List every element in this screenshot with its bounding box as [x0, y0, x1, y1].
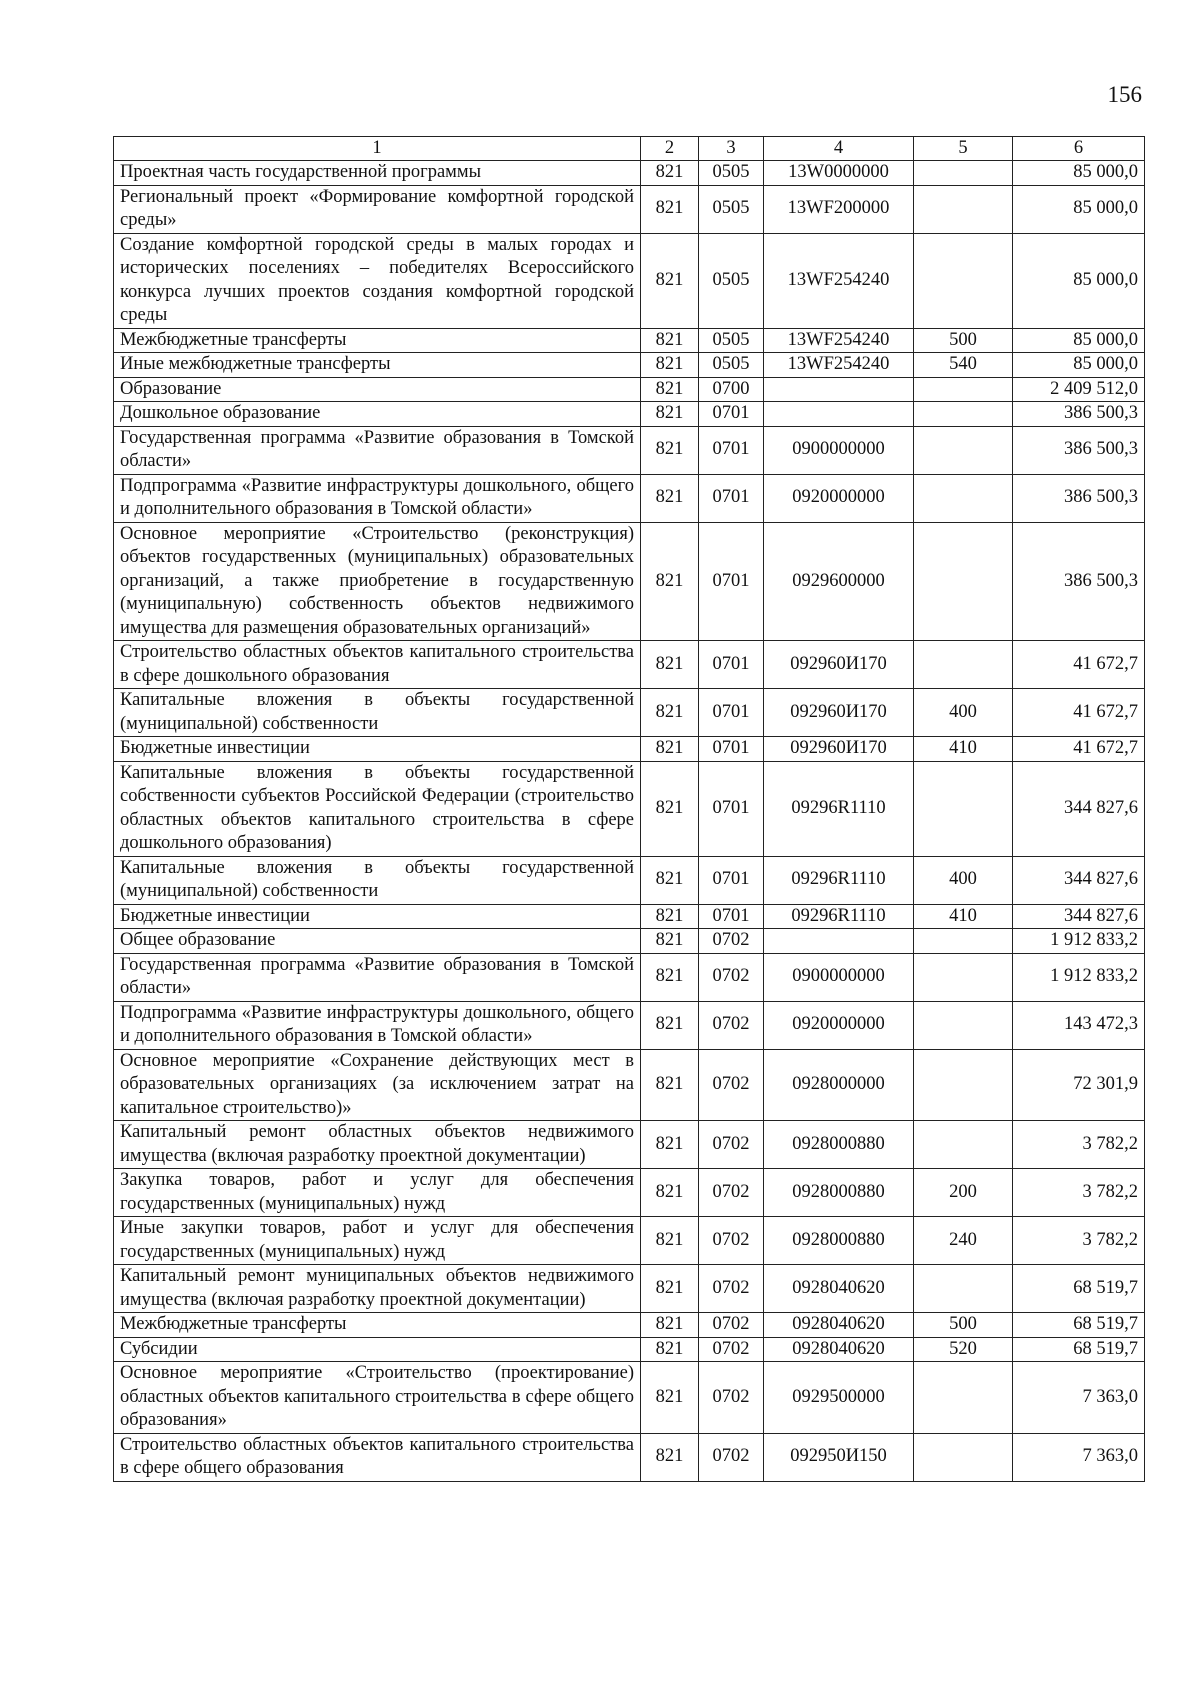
row-amount: 41 672,7 — [1013, 689, 1145, 737]
row-amount: 68 519,7 — [1013, 1313, 1145, 1338]
row-name-cell: Бюджетные инвестиции — [114, 904, 641, 929]
table-row — [114, 1169, 1145, 1217]
row-admin-code: 821 — [641, 1121, 699, 1169]
row-expense-type — [914, 641, 1013, 689]
row-amount: 386 500,3 — [1013, 474, 1145, 522]
row-admin-code: 821 — [641, 1049, 699, 1121]
table-row — [114, 328, 1145, 353]
row-admin-code: 821 — [641, 761, 699, 856]
page-number: 156 — [1107, 82, 1142, 107]
row-section-code: 0505 — [699, 185, 764, 233]
row-section-code: 0701 — [699, 689, 764, 737]
row-name-cell: Основное мероприятие «Строительство (проектирование) областных объектов капитального строительства в сфере общего образования» — [114, 1362, 641, 1434]
row-target-article: 0928040620 — [764, 1313, 914, 1338]
row-section-code: 0702 — [699, 953, 764, 1001]
row-name-cell: Государственная программа «Развитие образования в Томской области» — [114, 953, 641, 1001]
header-col-expense-type: 5 — [914, 137, 1013, 161]
row-amount: 3 782,2 — [1013, 1121, 1145, 1169]
row-admin-code: 821 — [641, 474, 699, 522]
row-admin-code: 821 — [641, 426, 699, 474]
row-admin-code: 821 — [641, 233, 699, 328]
row-name-cell: Межбюджетные трансферты — [114, 328, 641, 353]
row-name-cell: Создание комфортной городской среды в малых городах и исторических поселениях – победителях Всероссийского конкурса лучших проектов создания комфортной городской среды — [114, 233, 641, 328]
row-target-article: 0928000880 — [764, 1169, 914, 1217]
row-expense-type: 400 — [914, 856, 1013, 904]
row-expense-type — [914, 185, 1013, 233]
row-expense-type — [914, 233, 1013, 328]
table-row — [114, 1049, 1145, 1121]
row-name-cell: Основное мероприятие «Сохранение действующих мест в образовательных организациях (за исключением затрат на капитальное строительство)» — [114, 1049, 641, 1121]
table-row — [114, 353, 1145, 378]
row-amount: 344 827,6 — [1013, 761, 1145, 856]
row-expense-type — [914, 1362, 1013, 1434]
row-name-cell: Капитальные вложения в объекты государственной (муниципальной) собственности — [114, 856, 641, 904]
row-target-article: 09296R1110 — [764, 856, 914, 904]
row-section-code: 0505 — [699, 353, 764, 378]
row-name-cell: Субсидии — [114, 1337, 641, 1362]
row-expense-type — [914, 161, 1013, 186]
row-target-article: 09296R1110 — [764, 904, 914, 929]
row-target-article: 0929500000 — [764, 1362, 914, 1434]
row-section-code: 0701 — [699, 856, 764, 904]
table-row — [114, 161, 1145, 186]
row-expense-type — [914, 426, 1013, 474]
table-row — [114, 761, 1145, 856]
table-row — [114, 1313, 1145, 1338]
row-expense-type: 410 — [914, 904, 1013, 929]
row-target-article: 0900000000 — [764, 953, 914, 1001]
row-section-code: 0701 — [699, 737, 764, 762]
row-admin-code: 821 — [641, 328, 699, 353]
budget-table — [113, 136, 1145, 1482]
row-name-cell: Иные закупки товаров, работ и услуг для обеспечения государственных (муниципальных) нужд — [114, 1217, 641, 1265]
row-admin-code: 821 — [641, 377, 699, 402]
row-admin-code: 821 — [641, 185, 699, 233]
row-expense-type — [914, 1121, 1013, 1169]
row-admin-code: 821 — [641, 1337, 699, 1362]
row-amount: 85 000,0 — [1013, 328, 1145, 353]
row-name-cell: Иные межбюджетные трансферты — [114, 353, 641, 378]
table-row — [114, 1433, 1145, 1481]
table-header-row — [114, 137, 1145, 161]
row-section-code: 0702 — [699, 1265, 764, 1313]
row-name-cell: Общее образование — [114, 929, 641, 954]
row-expense-type — [914, 1265, 1013, 1313]
row-section-code: 0701 — [699, 904, 764, 929]
header-col-amount: 6 — [1013, 137, 1145, 161]
row-expense-type — [914, 1049, 1013, 1121]
row-target-article: 0920000000 — [764, 1001, 914, 1049]
row-target-article — [764, 402, 914, 427]
row-target-article: 092950И150 — [764, 1433, 914, 1481]
row-admin-code: 821 — [641, 929, 699, 954]
row-name-cell: Капитальный ремонт муниципальных объектов недвижимого имущества (включая разработку проектной документации) — [114, 1265, 641, 1313]
row-admin-code: 821 — [641, 856, 699, 904]
row-section-code: 0701 — [699, 426, 764, 474]
row-expense-type: 520 — [914, 1337, 1013, 1362]
row-name-cell: Межбюджетные трансферты — [114, 1313, 641, 1338]
row-section-code: 0702 — [699, 1121, 764, 1169]
row-amount: 85 000,0 — [1013, 353, 1145, 378]
row-expense-type — [914, 1001, 1013, 1049]
row-section-code: 0701 — [699, 402, 764, 427]
row-section-code: 0702 — [699, 1049, 764, 1121]
table-row — [114, 522, 1145, 641]
row-amount: 344 827,6 — [1013, 856, 1145, 904]
row-admin-code: 821 — [641, 402, 699, 427]
row-name-cell: Государственная программа «Развитие образования в Томской области» — [114, 426, 641, 474]
row-name-cell: Капитальный ремонт областных объектов недвижимого имущества (включая разработку проектной документации) — [114, 1121, 641, 1169]
row-name-cell: Капитальные вложения в объекты государственной собственности субъектов Российской Федерации (строительство областных объектов капитального строительства в сфере дошкольного образования) — [114, 761, 641, 856]
row-amount: 1 912 833,2 — [1013, 953, 1145, 1001]
row-name-cell: Капитальные вложения в объекты государственной (муниципальной) собственности — [114, 689, 641, 737]
row-name-cell: Дошкольное образование — [114, 402, 641, 427]
row-admin-code: 821 — [641, 1169, 699, 1217]
row-admin-code: 821 — [641, 1265, 699, 1313]
row-target-article: 13W0000000 — [764, 161, 914, 186]
row-expense-type — [914, 1433, 1013, 1481]
table-row — [114, 856, 1145, 904]
row-admin-code: 821 — [641, 1433, 699, 1481]
row-section-code: 0702 — [699, 1217, 764, 1265]
row-section-code: 0505 — [699, 161, 764, 186]
table-row — [114, 929, 1145, 954]
row-section-code: 0702 — [699, 1362, 764, 1434]
row-amount: 72 301,9 — [1013, 1049, 1145, 1121]
row-admin-code: 821 — [641, 904, 699, 929]
table-row — [114, 953, 1145, 1001]
row-amount: 3 782,2 — [1013, 1217, 1145, 1265]
row-expense-type — [914, 474, 1013, 522]
row-section-code: 0702 — [699, 1001, 764, 1049]
row-amount: 1 912 833,2 — [1013, 929, 1145, 954]
row-amount: 386 500,3 — [1013, 522, 1145, 641]
table-row — [114, 426, 1145, 474]
row-name-cell: Образование — [114, 377, 641, 402]
row-target-article: 092960И170 — [764, 737, 914, 762]
row-name-cell: Бюджетные инвестиции — [114, 737, 641, 762]
row-section-code: 0702 — [699, 1313, 764, 1338]
table-row — [114, 1217, 1145, 1265]
row-expense-type: 240 — [914, 1217, 1013, 1265]
row-expense-type: 410 — [914, 737, 1013, 762]
row-admin-code: 821 — [641, 1001, 699, 1049]
row-admin-code: 821 — [641, 689, 699, 737]
row-target-article: 09296R1110 — [764, 761, 914, 856]
row-section-code: 0702 — [699, 1433, 764, 1481]
row-section-code: 0701 — [699, 641, 764, 689]
header-col-admin: 2 — [641, 137, 699, 161]
row-expense-type: 500 — [914, 1313, 1013, 1338]
row-amount: 344 827,6 — [1013, 904, 1145, 929]
row-target-article: 0929600000 — [764, 522, 914, 641]
row-amount: 85 000,0 — [1013, 161, 1145, 186]
row-target-article: 0900000000 — [764, 426, 914, 474]
row-target-article: 0928000880 — [764, 1121, 914, 1169]
row-target-article: 092960И170 — [764, 641, 914, 689]
table-row — [114, 1337, 1145, 1362]
row-admin-code: 821 — [641, 522, 699, 641]
row-amount: 7 363,0 — [1013, 1433, 1145, 1481]
row-section-code: 0702 — [699, 1169, 764, 1217]
row-admin-code: 821 — [641, 161, 699, 186]
row-expense-type — [914, 953, 1013, 1001]
row-admin-code: 821 — [641, 1362, 699, 1434]
row-section-code: 0701 — [699, 522, 764, 641]
row-expense-type — [914, 761, 1013, 856]
row-amount: 2 409 512,0 — [1013, 377, 1145, 402]
budget-table-body — [114, 161, 1145, 1482]
table-row — [114, 402, 1145, 427]
row-target-article: 0928000880 — [764, 1217, 914, 1265]
row-name-cell: Проектная часть государственной программы — [114, 161, 641, 186]
row-target-article: 0928040620 — [764, 1337, 914, 1362]
row-expense-type: 500 — [914, 328, 1013, 353]
row-expense-type: 400 — [914, 689, 1013, 737]
row-target-article — [764, 377, 914, 402]
row-expense-type: 540 — [914, 353, 1013, 378]
table-row — [114, 474, 1145, 522]
row-amount: 3 782,2 — [1013, 1169, 1145, 1217]
row-amount: 68 519,7 — [1013, 1337, 1145, 1362]
row-admin-code: 821 — [641, 737, 699, 762]
row-admin-code: 821 — [641, 1217, 699, 1265]
row-expense-type — [914, 377, 1013, 402]
row-name-cell: Региональный проект «Формирование комфортной городской среды» — [114, 185, 641, 233]
row-expense-type — [914, 402, 1013, 427]
table-row — [114, 1362, 1145, 1434]
row-section-code: 0505 — [699, 328, 764, 353]
row-name-cell: Основное мероприятие «Строительство (реконструкция) объектов государственных (муниципальных) образовательных организаций, а также приобретение в государственную (муниципальную) собственность объектов недвижимого имущества для размещения образовательных организаций» — [114, 522, 641, 641]
row-name-cell: Строительство областных объектов капитального строительства в сфере дошкольного образования — [114, 641, 641, 689]
row-section-code: 0505 — [699, 233, 764, 328]
row-amount: 386 500,3 — [1013, 402, 1145, 427]
row-amount: 41 672,7 — [1013, 641, 1145, 689]
row-target-article: 092960И170 — [764, 689, 914, 737]
table-row — [114, 1001, 1145, 1049]
row-amount: 85 000,0 — [1013, 185, 1145, 233]
table-row — [114, 185, 1145, 233]
row-target-article: 0920000000 — [764, 474, 914, 522]
table-row — [114, 1121, 1145, 1169]
header-col-name: 1 — [114, 137, 641, 161]
row-amount: 7 363,0 — [1013, 1362, 1145, 1434]
row-target-article — [764, 929, 914, 954]
row-section-code: 0700 — [699, 377, 764, 402]
row-section-code: 0701 — [699, 761, 764, 856]
row-admin-code: 821 — [641, 353, 699, 378]
row-name-cell: Подпрограмма «Развитие инфраструктуры дошкольного, общего и дополнительного образования в Томской области» — [114, 474, 641, 522]
row-name-cell: Строительство областных объектов капитального строительства в сфере общего образования — [114, 1433, 641, 1481]
row-target-article: 0928040620 — [764, 1265, 914, 1313]
row-section-code: 0702 — [699, 1337, 764, 1362]
row-target-article: 13WF254240 — [764, 328, 914, 353]
table-row — [114, 904, 1145, 929]
row-target-article: 13WF254240 — [764, 233, 914, 328]
row-expense-type: 200 — [914, 1169, 1013, 1217]
row-section-code: 0701 — [699, 474, 764, 522]
table-row — [114, 377, 1145, 402]
row-amount: 85 000,0 — [1013, 233, 1145, 328]
row-admin-code: 821 — [641, 1313, 699, 1338]
header-col-target-article: 4 — [764, 137, 914, 161]
row-name-cell: Закупка товаров, работ и услуг для обеспечения государственных (муниципальных) нужд — [114, 1169, 641, 1217]
row-amount: 41 672,7 — [1013, 737, 1145, 762]
row-amount: 386 500,3 — [1013, 426, 1145, 474]
table-row — [114, 1265, 1145, 1313]
row-target-article: 13WF200000 — [764, 185, 914, 233]
table-row — [114, 233, 1145, 328]
row-name-cell: Подпрограмма «Развитие инфраструктуры дошкольного, общего и дополнительного образования в Томской области» — [114, 1001, 641, 1049]
row-target-article: 0928000000 — [764, 1049, 914, 1121]
row-section-code: 0702 — [699, 929, 764, 954]
table-row — [114, 641, 1145, 689]
row-admin-code: 821 — [641, 641, 699, 689]
header-col-section: 3 — [699, 137, 764, 161]
row-amount: 143 472,3 — [1013, 1001, 1145, 1049]
table-row — [114, 689, 1145, 737]
row-admin-code: 821 — [641, 953, 699, 1001]
row-expense-type — [914, 929, 1013, 954]
row-target-article: 13WF254240 — [764, 353, 914, 378]
row-amount: 68 519,7 — [1013, 1265, 1145, 1313]
row-expense-type — [914, 522, 1013, 641]
table-row — [114, 737, 1145, 762]
